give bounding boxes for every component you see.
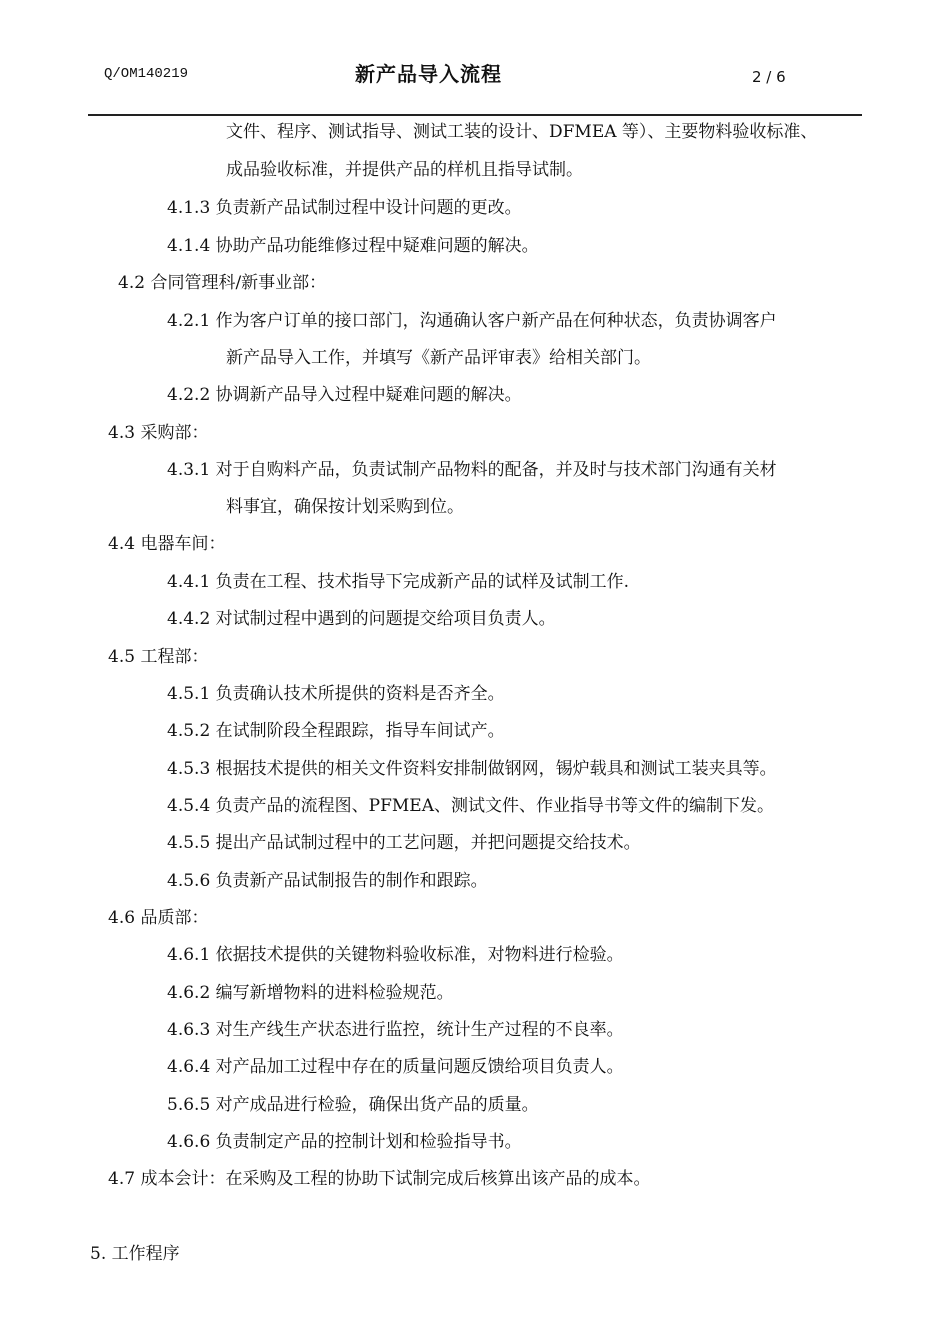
clause-4-2-1: 4.2.1 作为客户订单的接口部门，沟通确认客户新产品在何种状态，负责协调客户 (167, 311, 777, 331)
clause-5-6-5: 5.6.5 对产成品进行检验，确保出货产品的质量。 (167, 1095, 539, 1115)
clause-4-5-4: 4.5.4 负责产品的流程图、PFMEA、测试文件、作业指导书等文件的编制下发。 (167, 796, 774, 816)
clause-4-6-4: 4.6.4 对产品加工过程中存在的质量问题反馈给项目负责人。 (167, 1057, 624, 1077)
body-line: 文件、程序、测试指导、测试工装的设计、DFMEA 等）、主要物料验收标准、 (226, 122, 818, 142)
clause-4-6-6: 4.6.6 负责制定产品的控制计划和检验指导书。 (167, 1132, 522, 1152)
clause-4-5-6: 4.5.6 负责新产品试制报告的制作和跟踪。 (167, 871, 488, 891)
clause-4-2-2: 4.2.2 协调新产品导入过程中疑难问题的解决。 (167, 385, 522, 405)
clause-4-5-3: 4.5.3 根据技术提供的相关文件资料安排制做钢网，锡炉载具和测试工装夹具等。 (167, 759, 777, 779)
clause-4-4-1: 4.4.1 负责在工程、技术指导下完成新产品的试样及试制工作. (167, 572, 630, 592)
section-heading-4-4: 4.4 电器车间： (108, 534, 226, 554)
section-heading-4-2: 4.2 合同管理科/新事业部： (118, 273, 327, 293)
body-line: 料事宜，确保按计划采购到位。 (226, 497, 464, 517)
section-heading-4-3: 4.3 采购部： (108, 423, 209, 443)
document-code: Q/OM140219 (104, 66, 189, 82)
header-divider (88, 114, 862, 116)
clause-4-1-4: 4.1.4 协助产品功能维修过程中疑难问题的解决。 (167, 236, 539, 256)
clause-4-6-2: 4.6.2 编写新增物料的进料检验规范。 (167, 983, 454, 1003)
body-line: 成品验收标准，并提供产品的样机且指导试制。 (226, 160, 583, 180)
section-heading-4-7: 4.7 成本会计：在采购及工程的协助下试制完成后核算出该产品的成本。 (108, 1169, 651, 1189)
clause-4-3-1: 4.3.1 对于自购料产品，负责试制产品物料的配备，并及时与技术部门沟通有关材 (167, 460, 777, 480)
clause-4-5-1: 4.5.1 负责确认技术所提供的资料是否齐全。 (167, 684, 505, 704)
page-number: 2 / 6 (752, 68, 786, 86)
body-line: 新产品导入工作，并填写《新产品评审表》给相关部门。 (226, 348, 651, 368)
document-title: 新产品导入流程 (355, 62, 502, 86)
clause-4-5-2: 4.5.2 在试制阶段全程跟踪，指导车间试产。 (167, 721, 505, 741)
clause-4-1-3: 4.1.3 负责新产品试制过程中设计问题的更改。 (167, 198, 522, 218)
clause-4-6-1: 4.6.1 依据技术提供的关键物料验收标准，对物料进行检验。 (167, 945, 624, 965)
clause-4-5-5: 4.5.5 提出产品试制过程中的工艺问题，并把问题提交给技术。 (167, 833, 641, 853)
section-heading-4-6: 4.6 品质部： (108, 908, 209, 928)
section-heading-5: 5. 工作程序 (90, 1244, 180, 1264)
clause-4-4-2: 4.4.2 对试制过程中遇到的问题提交给项目负责人。 (167, 609, 556, 629)
section-heading-4-5: 4.5 工程部： (108, 647, 209, 667)
clause-4-6-3: 4.6.3 对生产线生产状态进行监控，统计生产过程的不良率。 (167, 1020, 624, 1040)
